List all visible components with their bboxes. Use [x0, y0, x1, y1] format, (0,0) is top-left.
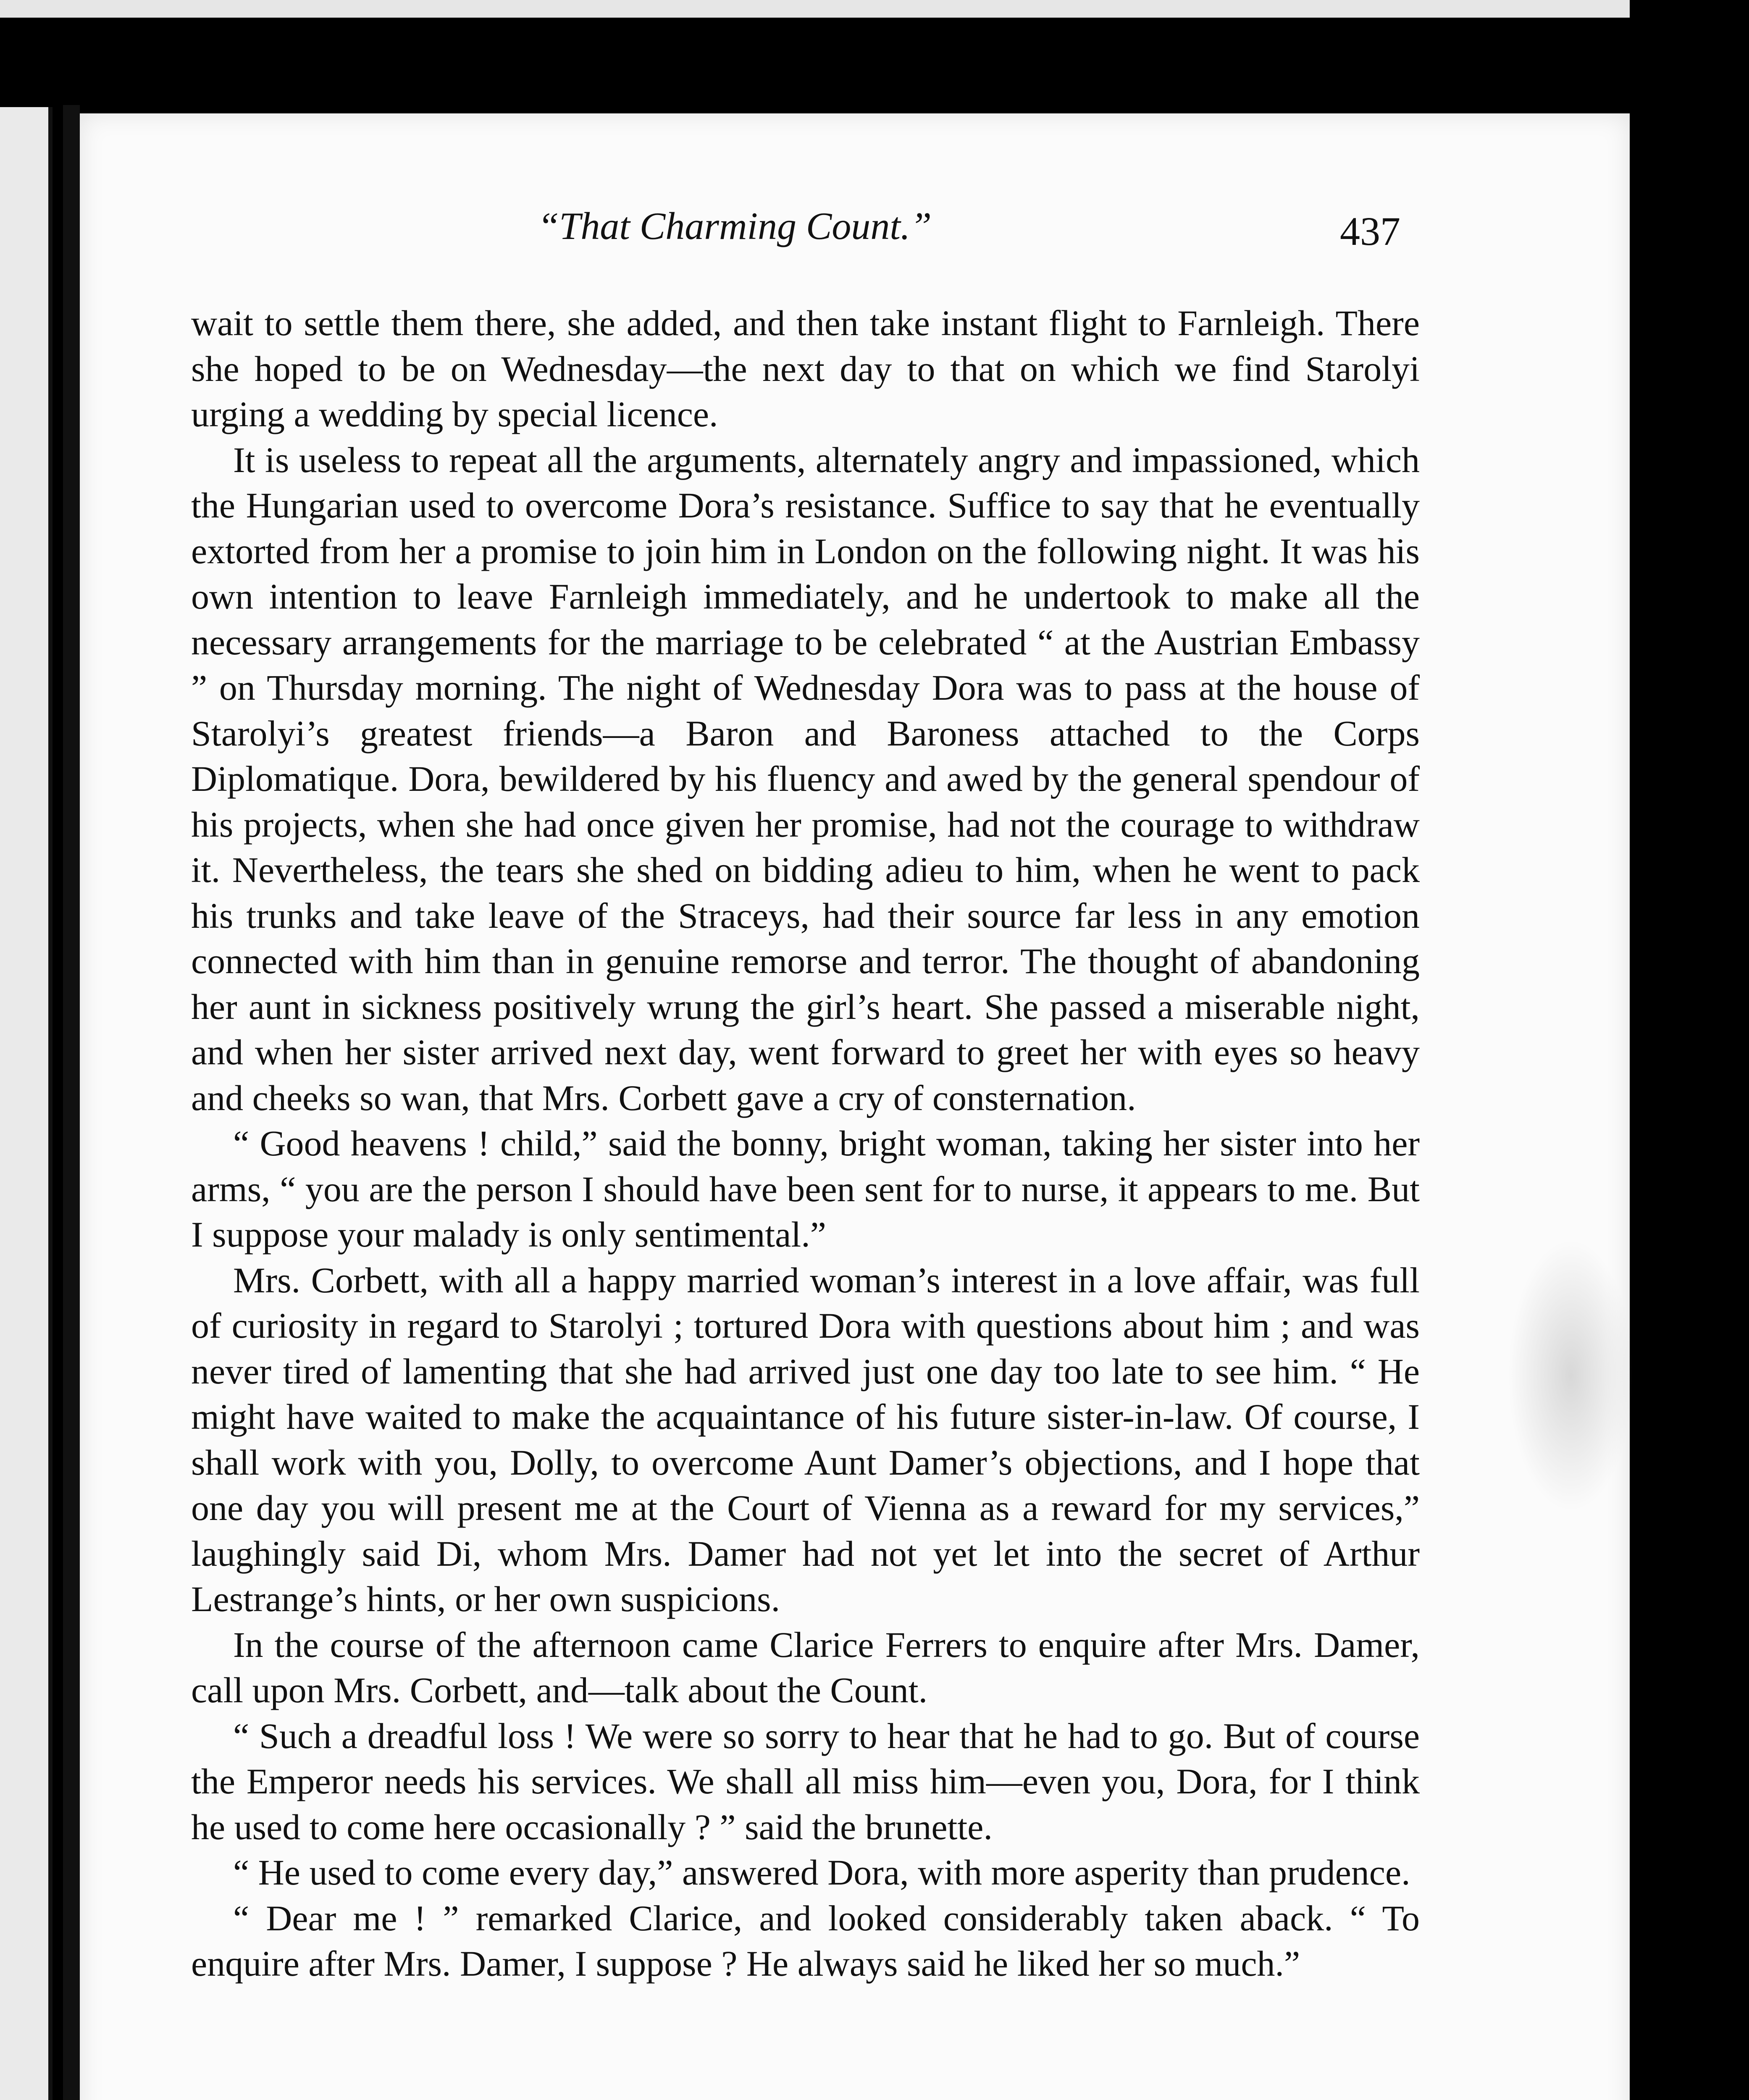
page-number: 437	[1340, 209, 1400, 254]
paper-stain	[1508, 1239, 1634, 1512]
binding-shadow	[63, 105, 80, 2100]
body-text	[191, 300, 1420, 1987]
top-scan-strip	[0, 0, 1630, 18]
previous-page-sliver	[0, 107, 53, 2100]
paragraph: It is useless to repeat all the arguments, alternately angry and impassioned, which the Hungarian used to overcome Dora’s resistance. Suffice to say that he eventually extorted from her a promise to join him in London on the following night. It was his own intention to leave Farnleigh immediately, and he undertook to make all the necessary arrangements for the marriage to be celebrated “ at the Austrian Embassy ” on Thursday morning. The night of Wednesday Dora was to pass at the house of Starolyi’s greatest friends—a Baron and Baroness attached to the Corps Diplomatique. Dora, bewildered by his fluency and awed by the general spendour of his projects, when she had once given her promise, had not the courage to withdraw it. Nevertheless, the tears she shed on bidding adieu to him, when he went to pack his trunks and take leave of the Straceys, had their source far less in any emotion connected with him than in genuine remorse and terror. The thought of abandoning her aunt in sickness positively wrung the girl’s heart. She passed a miserable night, and when her sister arrived next day, went forward to greet her with eyes so heavy and cheeks so wan, that Mrs. Corbett gave a cry of consternation.	[191, 439, 1420, 1118]
paragraph: “ Dear me ! ” remarked Clarice, and looked considerably taken aback. “ To enquire after Mrs. Damer, I suppose ? He always said he liked her so much.”	[191, 1898, 1420, 1984]
paragraph: In the course of the afternoon came Clarice Ferrers to enquire after Mrs. Damer, call upon Mrs. Corbett, and—talk about the Count.	[191, 1624, 1420, 1710]
running-head: “That Charming Count.”	[538, 205, 932, 247]
paragraph: “ Such a dreadful loss ! We were so sorry to hear that he had to go. But of course the Emperor needs his services. We shall all miss him—even you, Dora, for I think he used to come here occasionally ? ” said the brunette.	[191, 1715, 1420, 1847]
paragraph: Mrs. Corbett, with all a happy married woman’s interest in a love affair, was full of curiosity in regard to Starolyi ; tortured Dora with questions about him ; and was never tired of lamenting that she had arrived just one day too late to see him. “ He might have waited to make the acquaintance of his future sister-in-law. Of course, I shall work with you, Dolly, to overcome Aunt Damer’s objections, and I hope that one day you will present me at the Court of Vienna as a reward for my services,” laughingly said Di, whom Mrs. Damer had not yet let into the secret of Arthur Lestrange’s hints, or her own suspicions.	[191, 1260, 1420, 1619]
paragraph: wait to settle them there, she added, and then take instant flight to Farnleigh. There she hoped to be on Wednesday—the next day to that on which we find Starolyi urging a wedding by special licence.	[191, 303, 1420, 434]
paragraph: “ Good heavens ! child,” said the bonny, bright woman, taking her sister into her arms, “ you are the person I should have been sent for to nurse, it appears to me. But I suppose your malady is only sentimental.”	[191, 1123, 1420, 1255]
paragraph: “ He used to come every day,” answered Dora, with more asperity than prudence.	[233, 1852, 1410, 1893]
